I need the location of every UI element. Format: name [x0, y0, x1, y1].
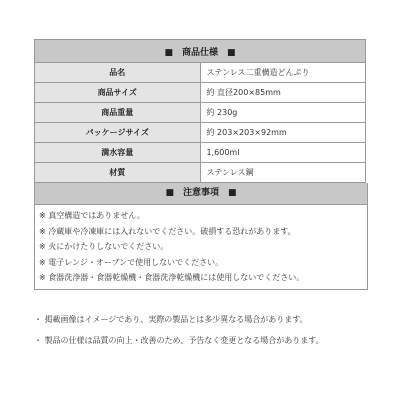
notice-box — [34, 183, 368, 290]
spec-value: ステンレス二重構造どんぶり — [200, 63, 366, 83]
footer-notes — [34, 314, 374, 356]
spec-row — [35, 163, 366, 183]
spec-label: 商品重量 — [35, 103, 201, 123]
notice-item: ※ 食器洗浄器・食器乾燥機・食器洗浄乾燥機には使用しないでください。 — [39, 273, 305, 282]
spec-value: 約 直径200×85mm — [200, 83, 366, 103]
spec-header: ■ 商品仕様 ■ — [35, 40, 366, 63]
spec-value: 約 203×203×92mm — [200, 123, 366, 143]
spec-table — [34, 39, 366, 183]
spec-row — [35, 103, 366, 123]
product-info-panel — [34, 39, 366, 290]
spec-label: 品名 — [35, 63, 201, 83]
spec-value: 1,600ml — [200, 143, 366, 163]
notice-item: ※ 冷蔵庫や冷凍庫には入れないでください。破損する恐れがあります。 — [39, 226, 296, 236]
footer-note: ・ 掲載画像はイメージであり、実際の製品とは多少異なる場合があります。 — [34, 315, 308, 324]
notice-header: ■ 注意事項 ■ — [35, 183, 367, 205]
notice-list — [35, 205, 367, 289]
spec-label: 材質 — [35, 163, 201, 183]
spec-row — [35, 83, 366, 103]
spec-row — [35, 63, 366, 83]
spec-value: ステンレス鋼 — [200, 163, 366, 183]
notice-item: ※ 電子レンジ・オーブンで使用しないでください。 — [39, 257, 224, 267]
spec-value: 約 230g — [200, 103, 366, 123]
notice-item: ※ 火にかけたりしないでください。 — [39, 242, 169, 251]
spec-label: パッケージサイズ — [35, 123, 201, 143]
spec-row — [35, 123, 366, 143]
spec-label: 商品サイズ — [35, 83, 201, 103]
spec-row — [35, 143, 366, 163]
spec-label: 満水容量 — [35, 143, 201, 163]
notice-item: ※ 真空構造ではありません。 — [39, 211, 145, 220]
footer-note: ・ 製品の仕様は品質の向上・改善のため、予告なく変更となる場合があります。 — [34, 336, 324, 345]
